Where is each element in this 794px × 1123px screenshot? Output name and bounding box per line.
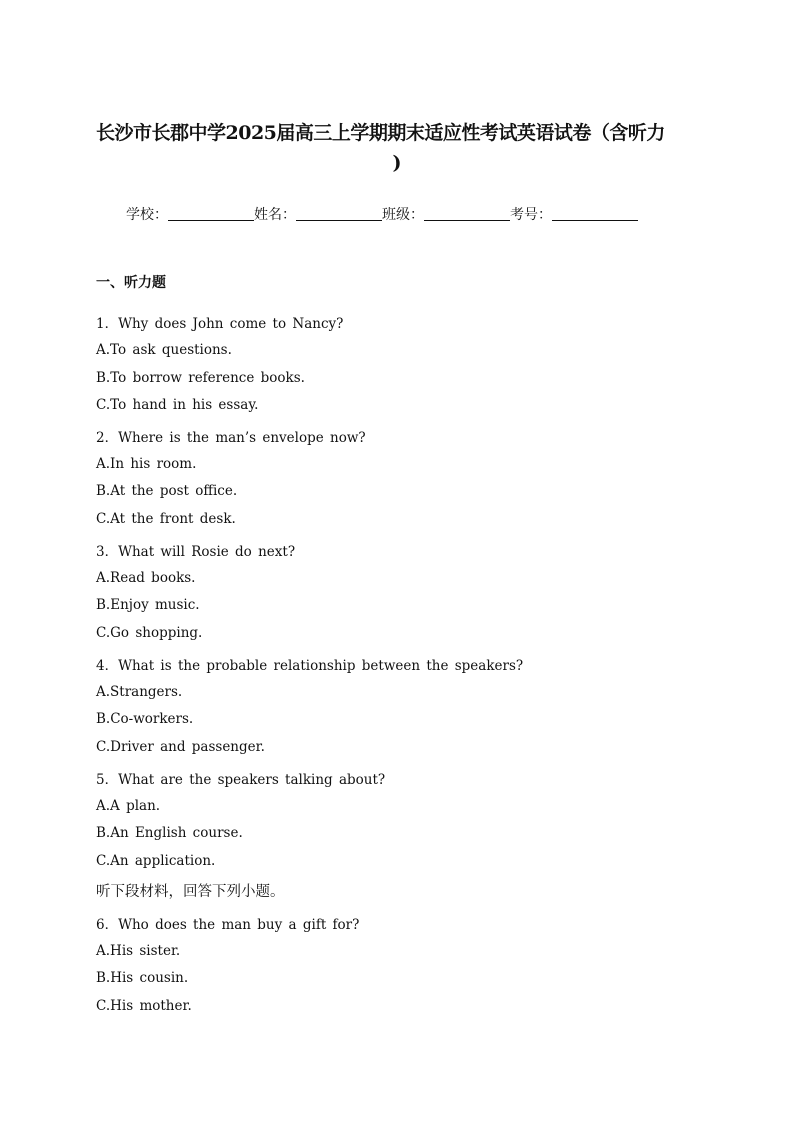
page-title-continuation: ) xyxy=(392,152,402,174)
question-5-option-a: A.A plan. xyxy=(96,798,161,814)
question-2-option-c: C.At the front desk. xyxy=(96,511,236,527)
school-label: 学校： xyxy=(126,207,168,223)
section-heading: 一、听力题 xyxy=(96,275,166,291)
question-5-option-b: B.An English course. xyxy=(96,825,243,841)
question-1-option-b: B.To borrow reference books. xyxy=(96,370,305,386)
question-4-option-c: C.Driver and passenger. xyxy=(96,739,265,755)
question-3-option-b: B.Enjoy music. xyxy=(96,597,200,613)
class-blank[interactable] xyxy=(424,206,510,221)
question-2-stem: 2．Where is the man’s envelope now? xyxy=(96,430,366,446)
student-info-row xyxy=(126,204,638,224)
question-6-option-a: A.His sister. xyxy=(96,943,181,959)
question-4-stem: 4．What is the probable relationship between the speakers? xyxy=(96,658,524,674)
name-label: 姓名： xyxy=(254,207,296,223)
question-2-option-a: A.In his room. xyxy=(96,456,197,472)
question-1-stem: 1．Why does John come to Nancy? xyxy=(96,316,344,332)
question-6-option-b: B.His cousin. xyxy=(96,970,189,986)
question-6-stem: 6．Who does the man buy a gift for? xyxy=(96,917,360,933)
question-4-option-a: A.Strangers. xyxy=(96,684,183,700)
question-3-stem: 3．What will Rosie do next? xyxy=(96,544,296,560)
question-4-option-b: B.Co-workers. xyxy=(96,711,194,727)
question-3-option-a: A.Read books. xyxy=(96,570,196,586)
page-title: 长沙市长郡中学2025届高三上学期期末适应性考试英语试卷（含听力 xyxy=(96,122,665,144)
school-blank[interactable] xyxy=(168,206,254,221)
number-label: 考号： xyxy=(510,207,552,223)
number-blank[interactable] xyxy=(552,206,638,221)
question-2-option-b: B.At the post office. xyxy=(96,483,238,499)
question-3-option-c: C.Go shopping. xyxy=(96,625,203,641)
listening-instruction: 听下段材料，回答下列小题。 xyxy=(96,884,285,900)
question-1-option-a: A.To ask questions. xyxy=(96,342,232,358)
question-5-option-c: C.An application. xyxy=(96,853,216,869)
name-blank[interactable] xyxy=(296,206,382,221)
question-1-option-c: C.To hand in his essay. xyxy=(96,397,259,413)
class-label: 班级： xyxy=(382,207,424,223)
question-5-stem: 5．What are the speakers talking about? xyxy=(96,772,386,788)
question-6-option-c: C.His mother. xyxy=(96,998,192,1014)
